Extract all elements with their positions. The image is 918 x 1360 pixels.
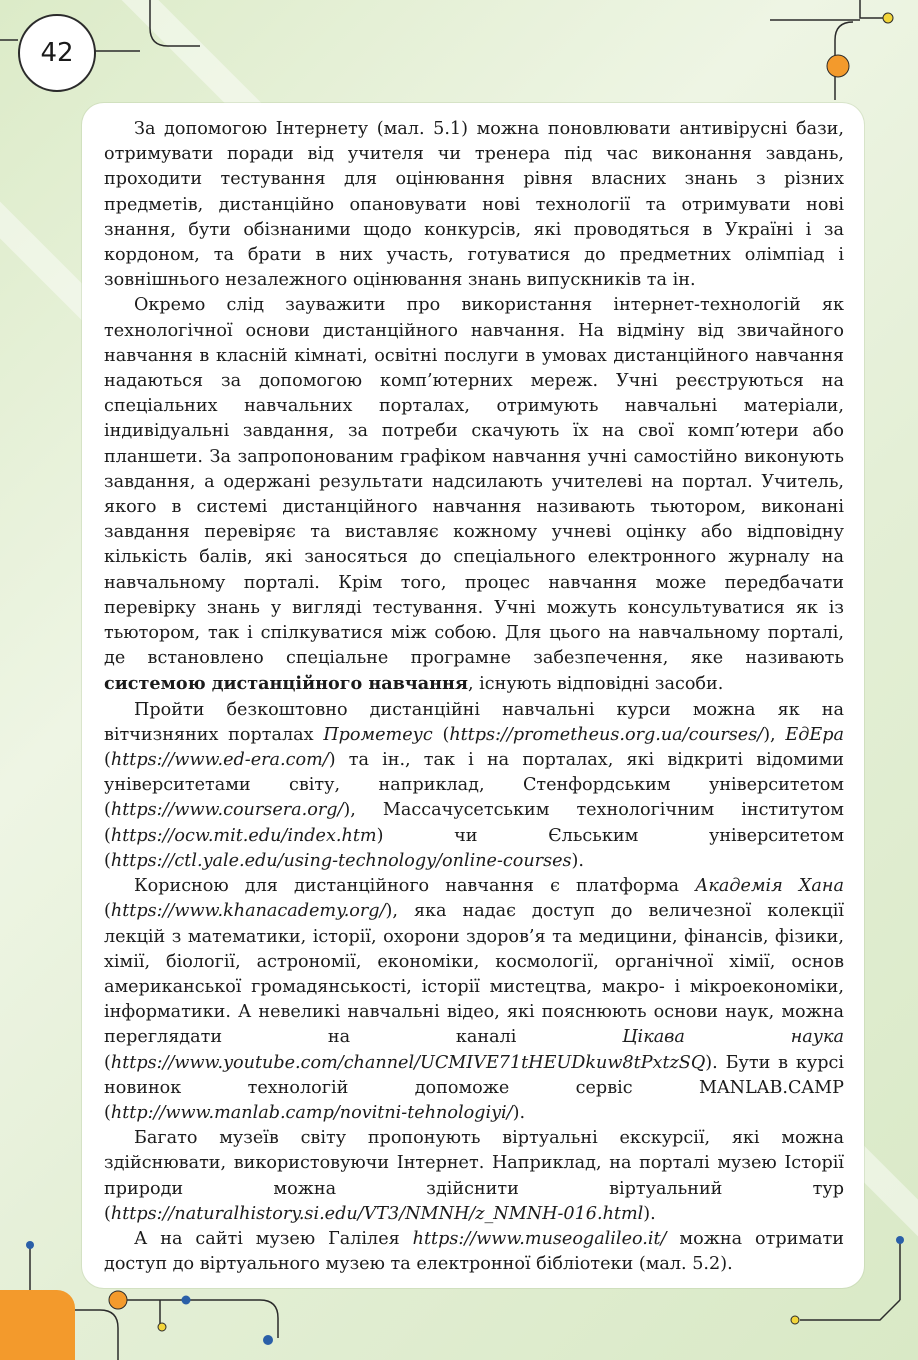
- yellow-node: [883, 13, 893, 23]
- paragraph-online-courses: [104, 698, 844, 874]
- text-run: ), Массачусетським технологічним інститутом (: [104, 800, 844, 846]
- paragraph-khan-academy: [104, 874, 844, 1126]
- text-run: А на сайті музею Галілея: [134, 1228, 413, 1249]
- bold-term: системою дистанційного навчання: [104, 673, 468, 695]
- text-run: Корисною для дистанційного навчання є платформа: [134, 876, 696, 897]
- italic-text: ЕдЕра: [785, 724, 844, 745]
- text-run: ).: [512, 1102, 526, 1123]
- text-run: За допомогою Інтернету (мал. 5.1) можна поновлювати антивірусні бази, отримувати поради від учителя чи тренера під час виконання завдань, проходити тестування для оцінювання рівня власних знань з різних предметів, дистанційно опановувати нові технології та отримувати нові знання, бути обізнаними щодо конкурсів, які проводяться в Україні і за кордоном, та брати в них участь, готуватися до предметних олімпіад і зовнішнього незалежного оцінювання знань випускників та ін.: [104, 119, 844, 291]
- italic-text: https://naturalhistory.si.edu/VT3/NMNH/z_NMNH-016.html: [110, 1203, 644, 1224]
- italic-text: https://www.khanacademy.org/: [110, 901, 386, 922]
- italic-text: Прометеус: [323, 724, 433, 745]
- text-run: ) та ін., так і на порталах, які відкриті відомими університетами світу, наприклад, Стенфордським університетом (: [104, 750, 844, 821]
- text-run: (: [104, 750, 111, 771]
- italic-text: Цікава наука: [622, 1027, 844, 1048]
- paragraph-galileo-museum: [104, 1227, 844, 1277]
- italic-text: https://prometheus.org.ua/courses/: [449, 724, 764, 745]
- orange-corner-tab: [0, 1290, 75, 1360]
- text-run: ) чи Єльським університетом (: [104, 825, 844, 871]
- text-run: ).: [571, 850, 585, 871]
- orange-node: [109, 1291, 127, 1309]
- italic-text: https://www.coursera.org/: [110, 800, 344, 821]
- text-run: Пройти безкоштовно дистанційні навчальні курси можна як на вітчизняних порталах: [104, 699, 844, 745]
- text-run: , існують відповідні засоби.: [467, 674, 724, 695]
- italic-text: https://www.ed-era.com/: [110, 750, 329, 771]
- blue-node: [182, 1296, 191, 1305]
- yellow-node: [158, 1323, 166, 1331]
- text-run: Окремо слід зауважити про використання інтернет-технологій як технологічної основи дистанційного навчання. На відміну від звичайного навчання в класній кімнаті, освітні послуги в умовах дистанційного навчання надаються за допомогою комп’ютерних мереж. Учні реєструються на спеціальних навчальних порталах, отримують навчальні матеріали, індивідуальні завдання, за потреби скачують їх на свої комп’ютери або планшети. За запропонованим графіком навчання учні самостійно виконують завдання, а одержані результати надсилають учителеві на портал. Учитель, якого в системі дистанційного навчання називають тьютором, виконані завдання перевіряє та виставляє кожному учневі оцінку або відповідну кількість балів, які заносяться до спеціального електронного журналу на навчальному порталі. Крім того, процес навчання може передбачати перевірку знань у вигляді тестування. Учні можуть консультуватися як із тьютором, так і спілкуватися між собою. Для цього на навчальному порталі, де встановлено спеціальне програмне забезпечення, яке називають: [104, 295, 844, 669]
- text-run: (: [104, 1052, 111, 1073]
- text-run: ).: [643, 1203, 656, 1224]
- paragraph-distance-learning: [104, 293, 844, 697]
- text-run: можна отримати доступ до віртуального музею та електронної бібліотеки (мал. 5.2).: [104, 1228, 844, 1275]
- text-run: (: [104, 901, 111, 922]
- text-run: ). Бути в курсі новинок технологій допоможе сервіс MANLAB.CAMP (: [104, 1052, 844, 1123]
- italic-text: https://ocw.mit.edu/index.htm: [110, 825, 377, 846]
- paragraph-internet-uses: [104, 117, 844, 293]
- italic-text: https://ctl.yale.edu/using-technology/online-courses: [110, 850, 572, 871]
- blue-node: [263, 1335, 273, 1345]
- italic-text: http://www.manlab.camp/novitni-tehnologiyi/: [110, 1102, 513, 1123]
- page-number: 42: [18, 14, 96, 92]
- orange-node: [827, 55, 849, 77]
- text-run: ), яка надає доступ до величезної колекції лекцій з математики, історії, охорони здоров’я та медицини, фінансів, фізики, хімії, біології, астрономії, економіки, космології, органічної хімії, основ американської громадянськості, історії мистецтва, макрo- і мікроекономіки, інформатики. А невеликі навчальні відео, які пояснюють основи наук, можна переглядати на каналі: [104, 901, 844, 1048]
- yellow-node: [791, 1316, 799, 1324]
- text-run: (: [432, 724, 450, 745]
- italic-text: Академія Хана: [695, 876, 844, 897]
- text-run: Багато музеїв світу пропонують віртуальні екскурсії, які можна здійснювати, використовуючи Інтернет. Наприклад, на порталі музею Історії природи можна здійснити віртуальний тур (: [104, 1128, 844, 1224]
- italic-text: https://www.museogalileo.it/: [412, 1228, 667, 1249]
- paragraph-virtual-tours: [104, 1126, 844, 1227]
- text-panel: [82, 103, 864, 1288]
- blue-node: [896, 1236, 904, 1244]
- blue-node: [26, 1241, 34, 1249]
- text-run: ),: [763, 724, 786, 745]
- italic-text: https://www.youtube.com/channel/UCMIVE71tHEUDkuw8tPxtzSQ: [110, 1052, 706, 1073]
